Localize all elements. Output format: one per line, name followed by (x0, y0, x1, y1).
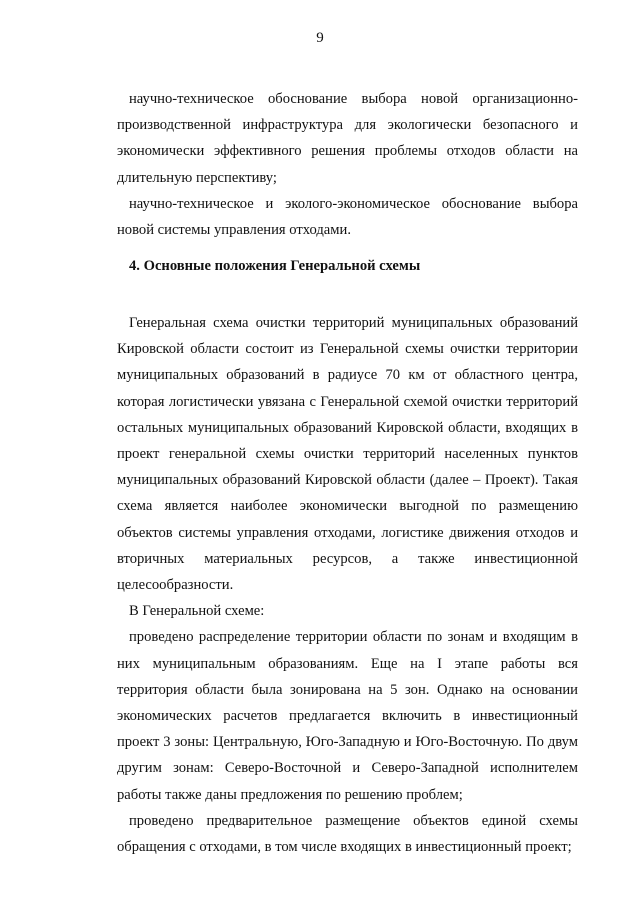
paragraph: научно-техническое обоснование выбора новой организационно-производственной инфраструктура для экологически безопасного и экономически эффективного решения проблемы отходов области на длительную перспективу; (117, 91, 578, 186)
intro-text (117, 86, 578, 243)
paragraph: проведено распределение территории области по зонам и входящим в них муниципальным образованиям. Еще на I этапе работы вся территория области была зонирована на 5 зон. Однако на основании экономических расчетов предлагается включить в инвестиционный проект 3 зоны: Центральную, Юго-Западную и Юго-Восточную. По двум другим зонам: Северо-Восточной и Северо-Западной исполнителем работы также даны предложения по решению проблем; (117, 629, 578, 803)
section-heading: 4. Основные положения Генеральной схемы (129, 258, 421, 274)
page-number: 9 (316, 30, 324, 46)
section-body (117, 310, 578, 860)
paragraph: Генеральная схема очистки территорий муниципальных образований Кировской области состоит из Генеральной схемы очистки территории муниципальных образований в радиусе 70 км от областного центра, которая логистически увязана с Генеральной схемой очистки территорий остальных муниципальных образований Кировской области, входящих в проект генеральной схемы очистки территорий населенных пунктов муниципальных образований Кировской области (далее – Проект). Такая схема является наиболее экономически выгодной по размещению объектов системы управления отходами, логистике движения отходов и вторичных материальных ресурсов, а также инвестиционной целесообразности. (117, 315, 578, 594)
paragraph: проведено предварительное размещение объектов единой схемы обращения с отходами, в том числе входящих в инвестиционный проект; (117, 812, 578, 856)
paragraph: научно-техническое и эколого-экономическое обоснование выбора новой системы управления отходами. (117, 195, 578, 239)
paragraph: В Генеральной схеме: (129, 603, 265, 620)
